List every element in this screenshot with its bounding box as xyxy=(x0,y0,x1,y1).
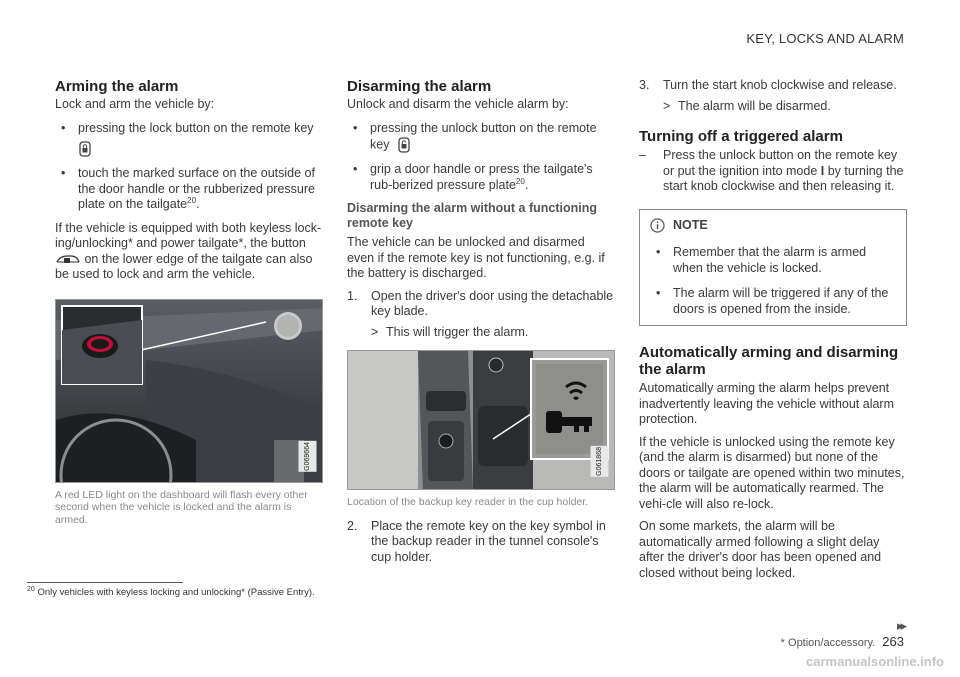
column-disarming xyxy=(347,78,615,570)
step-number: 3. xyxy=(639,78,650,92)
dashboard-image xyxy=(56,300,323,483)
step-3 xyxy=(639,78,907,94)
disarming-list xyxy=(347,121,615,194)
option-accessory-note: * Option/accessory. xyxy=(780,637,876,649)
page-footer xyxy=(781,634,904,652)
watermark: carmanualsonline.info xyxy=(806,653,944,669)
footnote xyxy=(27,585,315,601)
step-1-result: > This will trigger the alarm. xyxy=(347,325,615,341)
step-text: Turn the start knob clockwise and release. xyxy=(663,78,897,92)
ignition-mode: I xyxy=(820,163,825,178)
footnote-ref: 20 xyxy=(515,176,525,186)
auto-paragraph-3: On some markets, the alarm will be automatically armed following a slight delay after the driver's door has been opened and closed without being locked. xyxy=(639,519,882,580)
triggered-text-b: by turning the start knob clockwise and then releasing it. xyxy=(663,163,904,193)
subheading-no-remote: Disarming the alarm without a functioning remote key xyxy=(347,201,598,230)
arming-para-b: on the lower edge of the tailgate can also be used to lock and arm the vehicle. xyxy=(55,251,313,281)
disarming-bullet-1: pressing the unlock button on the remote key xyxy=(370,120,597,152)
list-item xyxy=(55,121,323,159)
triggered-instruction xyxy=(639,148,907,195)
list-item: • touch the marked surface on the outside of the door handle or the rubberized pressure plate on the tailgate$^{20}$. xyxy=(55,166,323,213)
step-number: 1. xyxy=(347,288,358,303)
heading-triggered: Turning off a triggered alarm xyxy=(639,128,843,145)
heading-arming: Arming the alarm xyxy=(55,78,179,95)
arming-paragraph xyxy=(55,221,323,252)
page-header: KEY, LOCKS AND ALARM xyxy=(746,31,904,46)
auto-paragraph-1: Automatically arming the alarm helps prevent inadvertently leaving the vehicle without alarm protection. xyxy=(639,381,894,426)
lock-key-icon-wrap xyxy=(78,140,323,158)
footnote-number: 20 xyxy=(27,585,35,593)
image-code: G061868 xyxy=(591,446,609,477)
step-1 xyxy=(347,289,615,320)
footnote-ref: 20 xyxy=(187,195,197,205)
column-arming xyxy=(55,78,323,536)
image-code: G069664 xyxy=(299,441,317,472)
cupholder-image xyxy=(348,351,615,490)
arming-bullet-1: pressing the lock button on the remote key xyxy=(78,120,314,135)
disarming-lead: Unlock and disarm the vehicle alarm by: xyxy=(347,97,569,111)
list-item: • Remember that the alarm is armed when the vehicle is locked. xyxy=(650,245,896,276)
dashboard-led-figure xyxy=(55,299,323,483)
list-item: • grip a door handle or press the tailgate's rub-berized pressure plate$^{20}$. xyxy=(347,162,615,193)
step-text: Place the remote key on the key symbol in the backup reader in the tunnel console's cup holder. xyxy=(371,518,606,564)
arming-para-a: If the vehicle is equipped with both keyless lock-ing/unlocking* and power tailgate*, the button xyxy=(55,220,322,250)
figure-caption: Location of the backup key reader in the cup holder. xyxy=(347,496,589,508)
arming-list xyxy=(55,121,323,213)
step-text: Open the driver's door using the detachable key blade. xyxy=(371,288,614,318)
heading-auto: Automatically arming and disarming the alarm xyxy=(639,344,899,378)
arming-paragraph-cont xyxy=(55,252,323,283)
note-list xyxy=(650,245,896,317)
info-icon xyxy=(650,218,665,233)
step-2 xyxy=(347,519,615,566)
auto-paragraph-2: If the vehicle is unlocked using the remote key (and the alarm is disarmed) but none of the doors or tailgate are opened within two minutes, the alarm will be automatically rearmed. The vehi-cle will also re-lock. xyxy=(639,434,905,511)
heading-disarming: Disarming the alarm xyxy=(347,78,492,95)
figure-caption: A red LED light on the dashboard will flash every other second when the vehicle is locked and the alarm is armed. xyxy=(55,488,308,526)
list-item xyxy=(347,121,615,155)
footnote-rule xyxy=(27,582,183,583)
lock-key-icon xyxy=(78,140,92,158)
list-item: • The alarm will be triggered if any of the doors is opened from the inside. xyxy=(650,286,896,317)
tailgate-lock-icon xyxy=(55,253,81,265)
footnote-text: Only vehicles with keyless locking and unlocking* (Passive Entry). xyxy=(37,587,315,598)
cupholder-figure xyxy=(347,350,615,490)
unlock-key-icon xyxy=(397,136,411,154)
step-3-result: > The alarm will be disarmed. xyxy=(639,99,907,115)
note-box xyxy=(639,209,907,327)
page-number: 263 xyxy=(882,634,904,649)
step-number: 2. xyxy=(347,518,358,533)
note-header xyxy=(650,218,896,234)
triggered-text-a: Press the unlock button on the remote key or put the ignition into mode xyxy=(663,148,898,178)
note-label: NOTE xyxy=(673,217,708,232)
arming-bullet-2: touch the marked surface on the outside of the door handle or the rubberized pressure plate on the tailgate xyxy=(78,166,315,211)
next-page-arrows-icon[interactable]: ▸▸ xyxy=(896,618,904,633)
arming-lead: Lock and arm the vehicle by: xyxy=(55,97,215,111)
column-right xyxy=(639,78,907,588)
no-remote-paragraph: The vehicle can be unlocked and disarmed even if the remote key is not functioning, e.g. if the battery is discharged. xyxy=(347,235,605,280)
disarming-bullet-2: grip a door handle or press the tailgate's rub-berized pressure plate xyxy=(370,162,593,192)
